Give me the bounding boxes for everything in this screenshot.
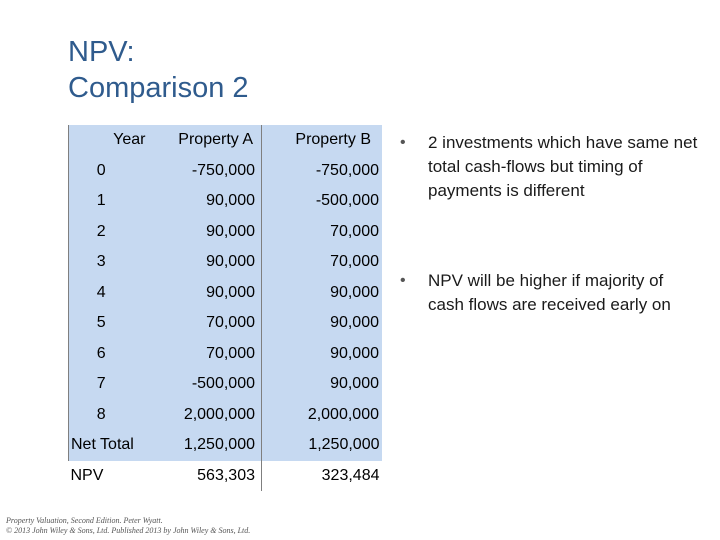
- property-b-cell: 90,000: [262, 308, 382, 339]
- footer-line-1: Property Valuation, Second Edition. Peter Wyatt.: [6, 516, 163, 525]
- table-header-row: [69, 125, 382, 156]
- property-b-cell: 90,000: [262, 339, 382, 370]
- bullet-marker: •: [400, 134, 406, 151]
- property-a-cell: -500,000: [152, 369, 262, 400]
- table-row: [69, 278, 382, 309]
- bullet-item: [398, 269, 698, 317]
- property-a-cell: 70,000: [152, 308, 262, 339]
- property-b-cell: 90,000: [262, 369, 382, 400]
- net-total-a: 1,250,000: [152, 430, 262, 461]
- property-b-cell: 90,000: [262, 278, 382, 309]
- cash-flow-table: [68, 125, 381, 491]
- property-b-cell: -750,000: [262, 156, 382, 187]
- property-a-cell: 70,000: [152, 339, 262, 370]
- bullet-item: [398, 131, 698, 203]
- copyright-footer: [6, 516, 250, 536]
- year-cell: 4: [69, 278, 152, 309]
- net-total-row: [69, 430, 382, 461]
- year-cell: 3: [69, 247, 152, 278]
- year-cell: 7: [69, 369, 152, 400]
- bullet-list: [398, 131, 698, 317]
- npv-b: 323,484: [321, 466, 380, 484]
- title-line-1: NPV:: [68, 36, 135, 68]
- year-cell: 6: [69, 339, 152, 370]
- property-b-cell: 70,000: [262, 217, 382, 248]
- table-row: [69, 339, 382, 370]
- table-row: [69, 156, 382, 187]
- npv-row: [69, 461, 382, 492]
- net-total-b: 1,250,000: [262, 430, 382, 461]
- table-row: [69, 308, 382, 339]
- header-year: Year: [69, 125, 152, 156]
- property-a-cell: 90,000: [152, 217, 262, 248]
- property-b-cell: -500,000: [262, 186, 382, 217]
- property-b-cell: 70,000: [262, 247, 382, 278]
- bullet-marker: •: [400, 272, 406, 289]
- year-cell: 2: [69, 217, 152, 248]
- year-cell: 1: [69, 186, 152, 217]
- property-a-cell: 90,000: [152, 278, 262, 309]
- property-a-cell: -750,000: [152, 156, 262, 187]
- header-property-b: Property B: [262, 125, 382, 156]
- net-total-label: Net Total: [69, 430, 152, 461]
- table-row: [69, 400, 382, 431]
- table-row: [69, 186, 382, 217]
- footer-line-2: © 2013 John Wiley & Sons, Ltd. Published 2013 by John Wiley & Sons, Ltd.: [6, 526, 251, 535]
- year-cell: 5: [69, 308, 152, 339]
- table-row: [69, 369, 382, 400]
- bullet-text: 2 investments which have same net total cash-flows but timing of payments is different: [428, 133, 698, 200]
- npv-label: NPV: [70, 466, 104, 484]
- slide-title: [68, 34, 249, 106]
- year-cell: 8: [69, 400, 152, 431]
- npv-a: 563,303: [152, 461, 262, 492]
- table-row: [69, 247, 382, 278]
- property-b-cell: 2,000,000: [262, 400, 382, 431]
- property-a-cell: 90,000: [152, 186, 262, 217]
- year-cell: 0: [69, 156, 152, 187]
- header-property-a: Property A: [152, 125, 262, 156]
- title-line-2: Comparison 2: [68, 72, 249, 104]
- property-a-cell: 2,000,000: [152, 400, 262, 431]
- bullet-text: NPV will be higher if majority of cash flows are received early on: [428, 271, 671, 314]
- table-row: [69, 217, 382, 248]
- property-a-cell: 90,000: [152, 247, 262, 278]
